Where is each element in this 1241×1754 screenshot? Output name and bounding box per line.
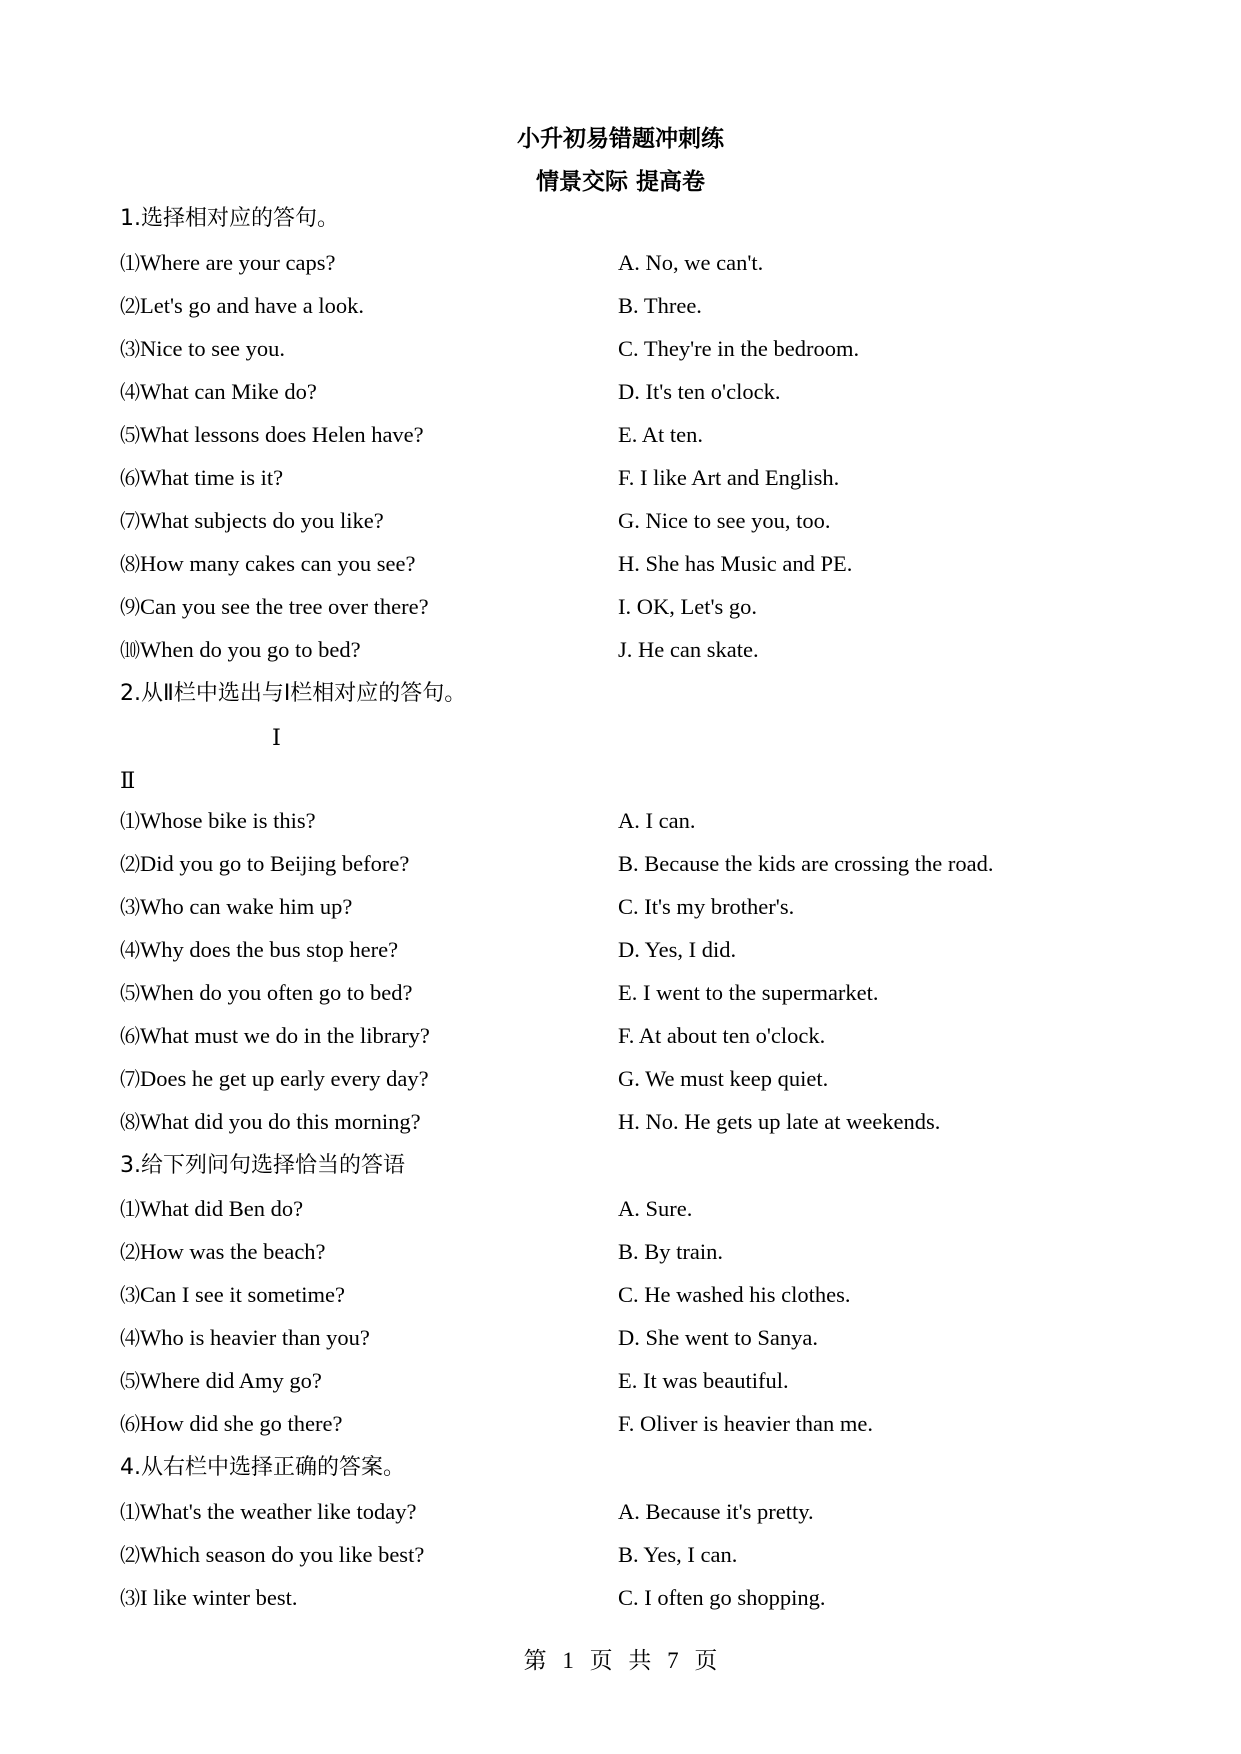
- question-item: ⑴What did Ben do?: [120, 1196, 304, 1221]
- question-item: ⑴What's the weather like today?: [120, 1499, 417, 1524]
- question-item: ⑶Can I see it sometime?: [120, 1282, 345, 1307]
- answer-item: B. Yes, I can.: [618, 1542, 738, 1567]
- answer-item: A. Because it's pretty.: [618, 1499, 814, 1524]
- answer-item: B. Three.: [618, 293, 702, 318]
- question-item: ⑶Nice to see you.: [120, 336, 285, 361]
- question-item: ⑺Does he get up early every day?: [120, 1066, 429, 1091]
- question-item: ⑼Can you see the tree over there?: [120, 594, 429, 619]
- answer-item: B. Because the kids are crossing the road.: [618, 851, 994, 876]
- question-item: ⑸When do you often go to bed?: [120, 980, 413, 1005]
- answer-item: C. He washed his clothes.: [618, 1282, 851, 1307]
- question-item: ⑵Let's go and have a look.: [120, 293, 364, 318]
- question-item: ⑽When do you go to bed?: [120, 637, 361, 662]
- answer-item: B. By train.: [618, 1239, 723, 1264]
- question-item: ⑴Where are your caps?: [120, 250, 336, 275]
- answer-item: H. No. He gets up late at weekends.: [618, 1109, 941, 1134]
- question-item: ⑺What subjects do you like?: [120, 508, 384, 533]
- answer-item: G. We must keep quiet.: [618, 1066, 829, 1091]
- answer-item: C. It's my brother's.: [618, 894, 795, 919]
- question-item: ⑸Where did Amy go?: [120, 1368, 322, 1393]
- answer-item: F. At about ten o'clock.: [618, 1023, 826, 1048]
- answer-item: G. Nice to see you, too.: [618, 508, 831, 533]
- question-item: ⑶I like winter best.: [120, 1585, 298, 1610]
- answer-item: E. I went to the supermarket.: [618, 980, 879, 1005]
- question-item: ⑻What did you do this morning?: [120, 1109, 421, 1134]
- page-footer: 第 1 页 共 7 页: [523, 1648, 718, 1673]
- question-item: ⑻How many cakes can you see?: [120, 551, 416, 576]
- answer-item: C. They're in the bedroom.: [618, 336, 860, 361]
- answer-item: D. It's ten o'clock.: [618, 379, 781, 404]
- section-heading: 1.选择相对应的答句。: [120, 206, 339, 231]
- question-item: ⑸What lessons does Helen have?: [120, 422, 424, 447]
- question-item: ⑷Who is heavier than you?: [120, 1325, 370, 1350]
- column-header-2: Ⅱ: [120, 768, 136, 793]
- answer-item: F. Oliver is heavier than me.: [618, 1411, 874, 1436]
- answer-item: F. I like Art and English.: [618, 465, 840, 490]
- answer-item: J. He can skate.: [618, 637, 759, 662]
- question-item: ⑹What time is it?: [120, 465, 284, 490]
- answer-item: H. She has Music and PE.: [618, 551, 853, 576]
- question-item: ⑷Why does the bus stop here?: [120, 937, 399, 962]
- question-item: ⑵How was the beach?: [120, 1239, 326, 1264]
- answer-item: C. I often go shopping.: [618, 1585, 826, 1610]
- answer-item: A. No, we can't.: [618, 250, 764, 275]
- answer-item: D. She went to Sanya.: [618, 1325, 818, 1350]
- page-title: 小升初易错题冲刺练: [517, 126, 724, 152]
- answer-item: I. OK, Let's go.: [618, 594, 758, 619]
- answer-item: E. At ten.: [618, 422, 703, 447]
- question-item: ⑵Which season do you like best?: [120, 1542, 425, 1567]
- answer-item: A. I can.: [618, 808, 696, 833]
- question-item: ⑶Who can wake him up?: [120, 894, 353, 919]
- question-item: ⑴Whose bike is this?: [120, 808, 316, 833]
- section-heading: 2.从Ⅱ栏中选出与Ⅰ栏相对应的答句。: [120, 681, 467, 706]
- question-item: ⑷What can Mike do?: [120, 379, 317, 404]
- page-subtitle: 情景交际 提高卷: [535, 169, 705, 195]
- question-item: ⑵Did you go to Beijing before?: [120, 851, 410, 876]
- question-item: ⑹What must we do in the library?: [120, 1023, 430, 1048]
- section-heading: 3.给下列问句选择恰当的答语: [120, 1153, 405, 1178]
- section-heading: 4.从右栏中选择正确的答案。: [120, 1455, 405, 1480]
- answer-item: E. It was beautiful.: [618, 1368, 789, 1393]
- answer-item: A. Sure.: [618, 1196, 693, 1221]
- answer-item: D. Yes, I did.: [618, 937, 737, 962]
- column-header-1: Ⅰ: [272, 725, 281, 750]
- question-item: ⑹How did she go there?: [120, 1411, 343, 1436]
